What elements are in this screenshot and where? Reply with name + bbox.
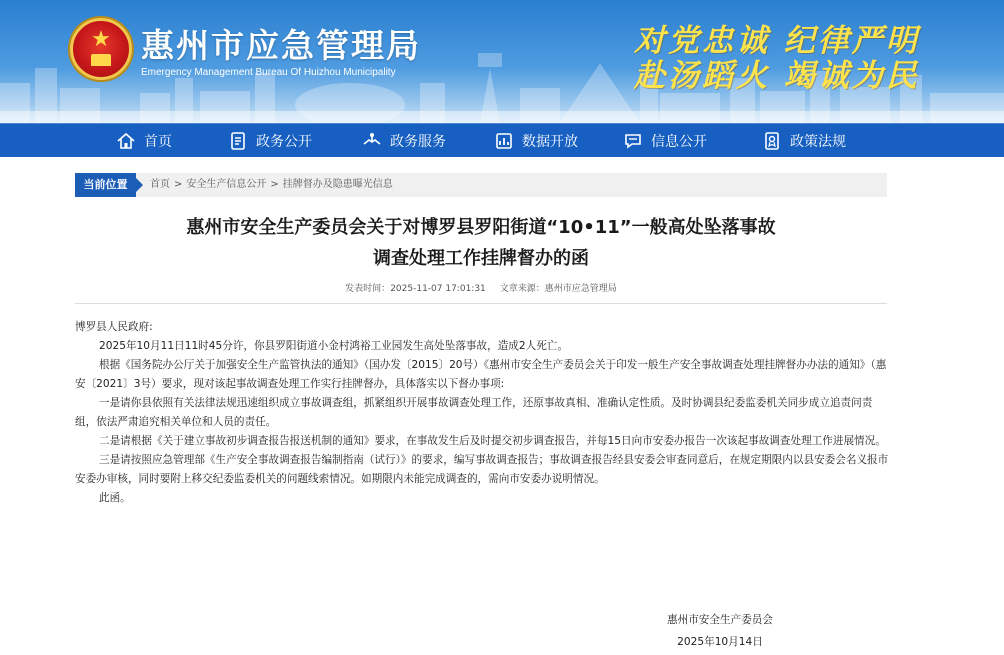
certificate-icon — [762, 131, 782, 151]
site-title[interactable]: 惠州市应急管理局 — [141, 26, 421, 65]
breadcrumb-separator: > — [174, 179, 183, 190]
article-source: 惠州市应急管理局 — [544, 284, 617, 294]
nav-government-services-label: 政务服务 — [390, 134, 446, 150]
paragraph-4: 二是请根据《关于建立事故初步调查报告报送机制的通知》要求，在事故发生后及时提交初步调查报告，并每15日向市安委办报告一次该起事故调查处理工作进展情况。 — [99, 435, 886, 447]
source-label: 文章来源： — [499, 284, 545, 294]
nav-data-open-label: 数据开放 — [522, 134, 578, 150]
national-emblem-logo: ★ — [70, 18, 132, 80]
nav-home[interactable] — [116, 124, 172, 158]
site-subtitle: Emergency Management Bureau Of Huizhou Municipality — [141, 67, 396, 78]
breadcrumb-supervision-link[interactable]: 挂牌督办及隐患曝光信息 — [282, 179, 393, 190]
nav-government-affairs-open[interactable] — [228, 124, 312, 158]
signature: 惠州市安全生产委员会 — [667, 614, 773, 626]
breadcrumb — [75, 173, 887, 197]
breadcrumb-safety-info-link[interactable]: 安全生产信息公开 — [186, 179, 267, 190]
divider — [75, 303, 887, 304]
paragraph-6: 此函。 — [99, 492, 131, 504]
breadcrumb-label: 当前位置 — [75, 173, 136, 197]
article-title-line-2: 调查处理工作挂牌督办的函 — [373, 248, 589, 269]
breadcrumb-path — [150, 173, 393, 197]
article-title-line-1: 惠州市安全生产委员会关于对博罗县罗阳街道“10•11”一般高处坠落事故 — [186, 217, 776, 238]
paragraph-3: 一是请你县依照有关法律法规迅速组织成立事故调查组，抓紧组织开展事故调查处理工作，还原事故真相、准确认定性质。及时协调县纪委监委机关同步成立追责问责组，依法严肃追究相关单位和人员的责任。 — [75, 397, 873, 428]
nav-information-open-label: 信息公开 — [651, 134, 707, 150]
nav-home-label: 首页 — [144, 134, 172, 150]
nav-policies-regulations[interactable] — [762, 124, 846, 158]
motto-line-1: 对党忠诚 纪律严明 — [634, 23, 920, 59]
publish-label: 发表时间： — [345, 284, 391, 294]
signature-date: 2025年10月14日 — [677, 636, 763, 648]
article-meta — [75, 281, 887, 294]
nav-policies-regulations-label: 政策法规 — [790, 134, 846, 150]
nav-government-affairs-open-label: 政务公开 — [256, 134, 312, 150]
motto-line-2: 赴汤蹈火 竭诚为民 — [634, 58, 920, 94]
nav-government-services[interactable] — [362, 124, 446, 158]
paragraph-2: 根据《国务院办公厅关于加强安全生产监管执法的通知》（国办发〔2015〕20号）《惠州市安全生产委员会关于印发一般生产安全事故调查处理挂牌督办办法的通知》（惠安〔2021〕3号）要求，现对该起事故调查处理工作实行挂牌督办，具体落实以下督办事项: — [75, 359, 887, 390]
breadcrumb-home-link[interactable]: 首页 — [150, 179, 170, 190]
home-icon — [116, 131, 136, 151]
publish-time: 2025-11-07 17:01:31 — [390, 284, 486, 294]
nav-information-open[interactable] — [623, 124, 707, 158]
paragraph-5: 三是请按照应急管理部《生产安全事故调查报告编制指南（试行）》的要求，编写事故调查报告；事故调查报告经县安委会审查同意后，在规定期限内以县安委会名义报市安委办审核，同时要附上移交纪委监委机关的问题线索情况。如期限内未能完成调查的，需向市安委办说明情况。 — [75, 454, 889, 485]
main-nav — [0, 123, 1004, 157]
paragraph-1: 2025年10月11日11时45分许，你县罗阳街道小金村鸿裕工业园发生高处坠落事故，造成2人死亡。 — [99, 340, 568, 352]
nav-data-open[interactable] — [494, 124, 578, 158]
article-body — [75, 318, 890, 508]
breadcrumb-separator: > — [270, 179, 279, 190]
chat-icon — [623, 131, 643, 151]
document-icon — [228, 131, 248, 151]
header-banner — [0, 0, 1004, 123]
salutation: 博罗县人民政府: — [75, 321, 153, 333]
chart-icon — [494, 131, 514, 151]
hands-icon — [362, 131, 382, 151]
